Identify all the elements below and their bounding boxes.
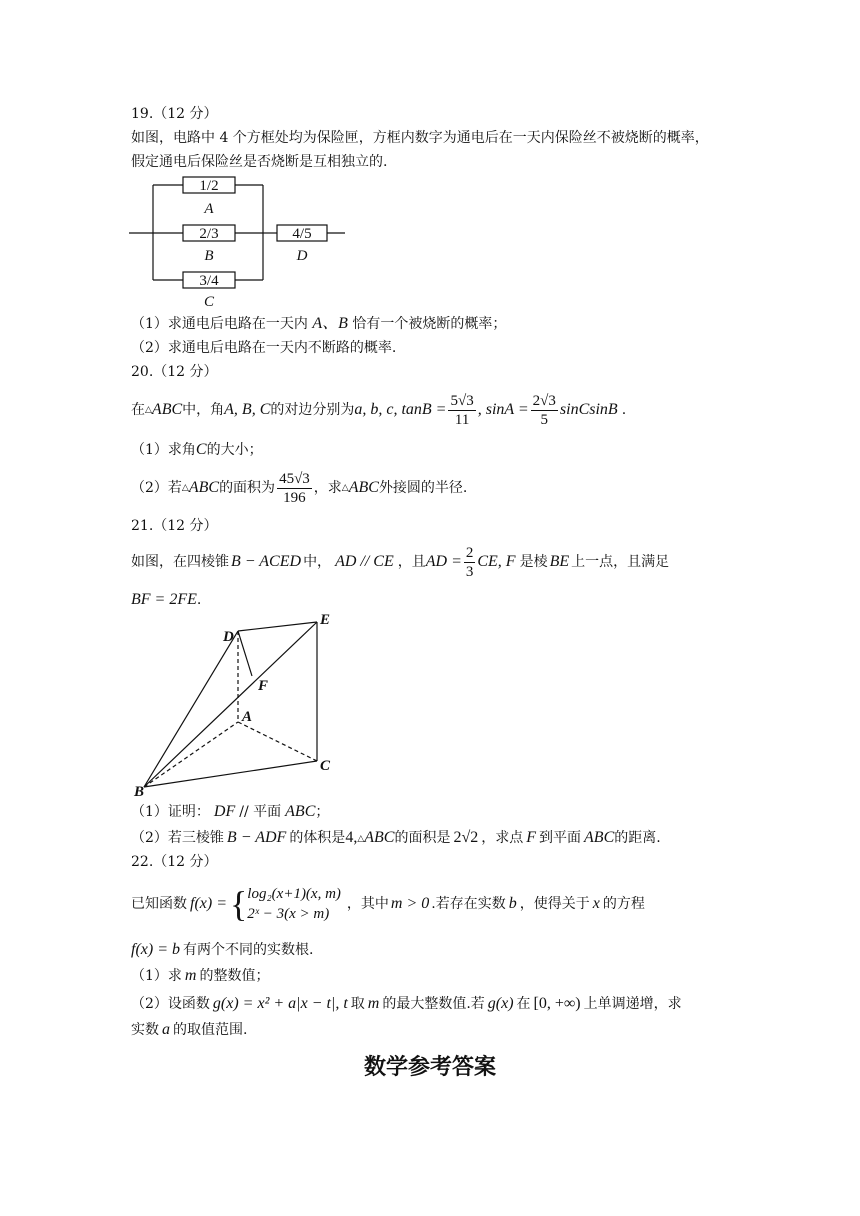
vertex-a-label: A xyxy=(242,709,253,725)
q20-stem: 在 △ ABC 中，角 A, B, C 的对边分别为 a, b, c, tanB = $\frac{5√3}{11}$ , sinA = $\frac{2√3}{5}$ sinCsinB . xyxy=(131,392,627,428)
q22-stem: 已知函数 f(x) = { log₂(x+1)(x, m) 2ˣ − 3(x > m) ，其中 m > 0 .若存在实数 b ，使得关于 x 的方程 xyxy=(131,884,645,924)
vertex-d-label: D xyxy=(223,629,234,645)
q21-header: 21.（12 分） xyxy=(131,518,218,534)
q20-sina-fraction: $\frac{2√3}{5}$ xyxy=(532,392,556,428)
q20-tanb-fraction: $\frac{5√3}{11}$ xyxy=(450,392,474,428)
answer-section-title: 数学参考答案 xyxy=(363,1055,496,1080)
fuse-b-label: B xyxy=(204,248,214,264)
q22-part2: （2）设函数 g(x) = x² + a|x − t|, t 取 m 的最大整数值.若 g(x) 在 [0, +∞) 上单调递增，求 xyxy=(131,995,682,1012)
q20-area-fraction: $\frac{45√3}{196}$ xyxy=(279,470,310,506)
q19-line1: 如图，电路中 4 个方框处均为保险匣，方框内数字为通电后在一天内保险丝不被烧断的概率， xyxy=(131,130,709,146)
fuse-c-label: C xyxy=(203,294,215,310)
vertex-f-label: F xyxy=(258,678,269,694)
vertex-e-label: E xyxy=(320,612,331,628)
q19-line2: 假定通电后保险丝是否烧断是互相独立的. xyxy=(131,154,388,170)
q22-piecewise: log₂(x+1)(x, m) 2ˣ − 3(x > m) xyxy=(247,886,341,922)
q21-fraction: $\frac{2}{3}$ xyxy=(465,544,474,580)
fuse-d-label: D xyxy=(296,248,308,264)
q20-part2: （2）若 △ ABC 的面积为 $\frac{45√3}{196}$ ，求 △ ABC 外接圆的半径. xyxy=(131,470,468,506)
fuse-d-value: 4/5 xyxy=(292,226,312,242)
fuse-a-label: A xyxy=(204,201,214,217)
fuse-b-value: 2/3 xyxy=(199,226,219,242)
fuse-c-value: 3/4 xyxy=(199,273,219,289)
q19-header: 19.（12 分） xyxy=(131,106,218,122)
q21-stem-line2: BF = 2FE. xyxy=(131,591,202,608)
q20-part1: （1）求角C的大小； xyxy=(131,441,263,458)
q22-part2-line2: 实数 a 的取值范围. xyxy=(131,1021,248,1038)
vertex-b-label: B xyxy=(134,784,145,800)
q20-header: 20.（12 分） xyxy=(131,364,218,380)
pyramid-diagram xyxy=(130,608,345,800)
q21-part2: （2）若三棱锥 B − ADF 的体积是4,△ABC的面积是 2√2 ，求点 F 到平面 ABC的距离. xyxy=(131,829,661,846)
q22-header: 22.（12 分） xyxy=(131,854,218,870)
q21-part1: （1）证明： DF // 平面 ABC； xyxy=(131,803,330,820)
circuit-diagram xyxy=(125,172,350,312)
vertex-c-label: C xyxy=(320,758,331,774)
q19-part1: （1）求通电后电路在一天内 A、B 恰有一个被烧断的概率； xyxy=(131,315,507,332)
q22-part1: （1）求 m 的整数值； xyxy=(131,967,270,984)
fuse-a-value: 1/2 xyxy=(199,178,219,194)
q19-part2: （2）求通电后电路在一天内不断路的概率. xyxy=(131,340,397,356)
q22-stem-line2: f(x) = b 有两个不同的实数根. xyxy=(131,941,314,958)
q21-stem: 如图，在四棱锥 B − ACED 中， AD // CE ，且 AD = $\frac{2}{3}$ CE, F 是棱 BE 上一点，且满足 xyxy=(131,544,670,580)
